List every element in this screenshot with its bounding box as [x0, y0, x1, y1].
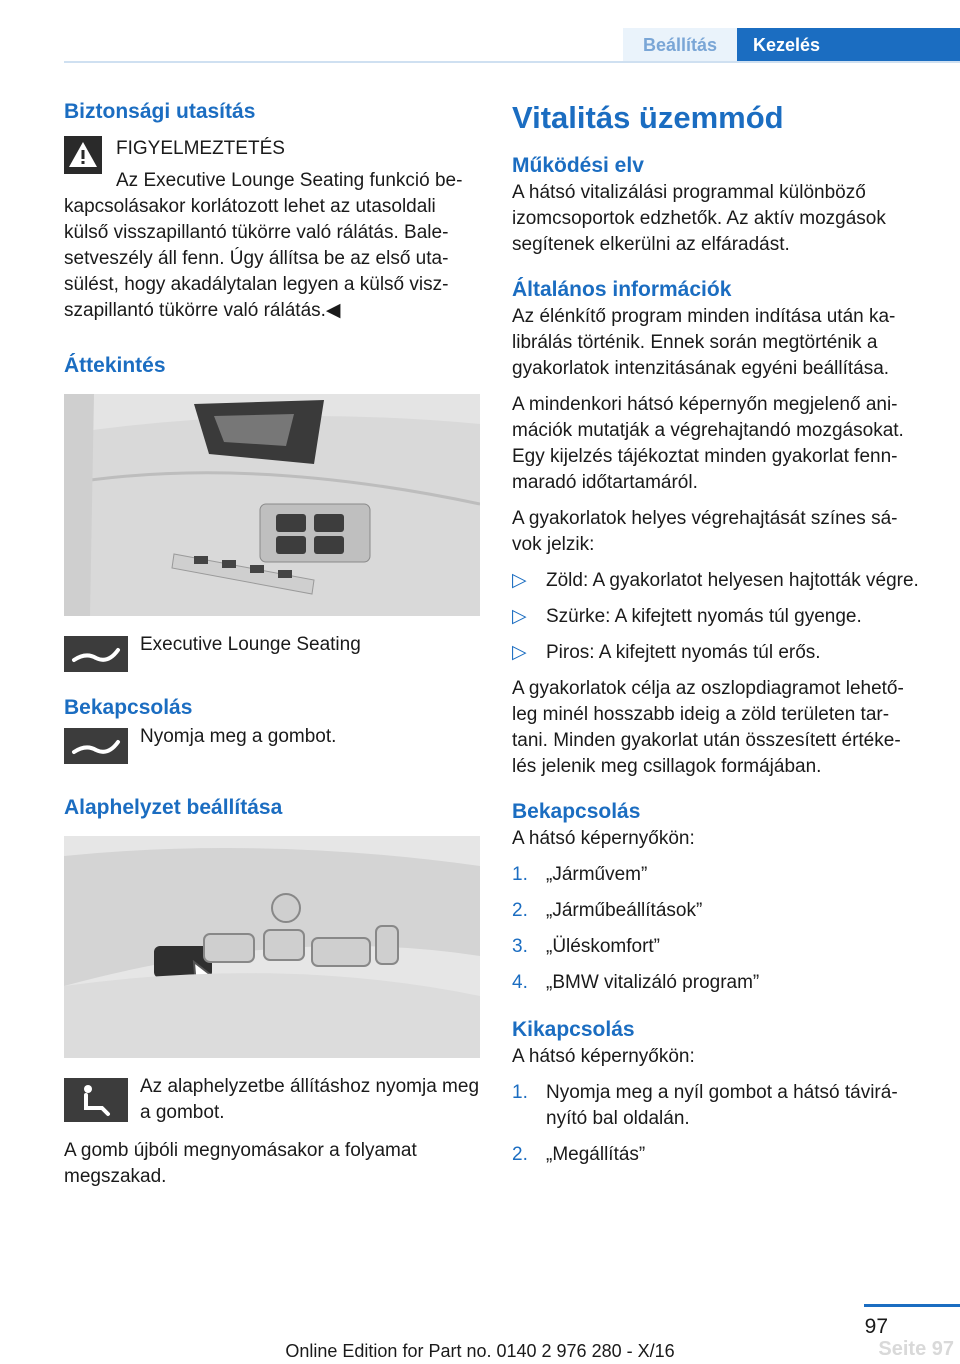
- bullet-text: Zöld: A gyakorlatot helyesen hajtották végre.: [546, 570, 919, 591]
- step-text: Nyomja meg a nyíl gombot a hátsó távirá‐nyító bal oldalán.: [546, 1082, 898, 1129]
- off-steps: [512, 1080, 924, 1168]
- seat-controls-illustration: [64, 836, 480, 1058]
- seat-controls-image: [64, 836, 480, 1058]
- step-number: 1.: [512, 864, 528, 885]
- general-p1: Az élénkítő program minden indítása után ka‐librálás történik. Ennek során megtörténik a gyakorlatok intenzitásának egyéni beállítása.: [512, 306, 896, 379]
- color-bar-list: [512, 568, 924, 666]
- principle-heading: Működési elv: [512, 154, 644, 177]
- general-heading: Általános információk: [512, 278, 732, 301]
- reset-heading: Alaphelyzet beállítása: [64, 796, 283, 819]
- safety-heading: Biztonsági utasítás: [64, 100, 256, 123]
- left-column: [64, 98, 480, 1190]
- list-item: [512, 1142, 924, 1168]
- on-heading-left: Bekapcsolás: [64, 696, 193, 719]
- step-number: 4.: [512, 972, 528, 993]
- header-tab-kezeles: Kezelés: [737, 28, 960, 61]
- step-number: 3.: [512, 936, 528, 957]
- vitality-title: Vitalitás üzemmód: [512, 100, 784, 135]
- on-text-left: Nyomja meg a gombot.: [140, 726, 337, 747]
- recline-seat-icon: [64, 728, 128, 764]
- list-item: [512, 568, 924, 594]
- watermark: Seite 97: [878, 1338, 954, 1360]
- interrupt-text: A gomb újbóli megnyomásakor a folyamat megszakad.: [64, 1140, 417, 1187]
- off-intro: A hátsó képernyőkön:: [512, 1046, 695, 1067]
- list-item: [512, 1080, 924, 1132]
- overview-heading: Áttekintés: [64, 354, 166, 377]
- bullet-text: Szürke: A kifejtett nyomás túl gyenge.: [546, 606, 862, 627]
- header-tab-beallitas: Beállítás: [623, 28, 737, 61]
- general-p2: A mindenkori hátsó képernyőn megjelenő ani‐mációk mutatják a végrehajtandó mozgásokat. Egy kijelzés tájékoztat minden gyakorlat fenn‐maradó időtartamáról.: [512, 394, 904, 493]
- executive-lounge-row: [64, 632, 480, 676]
- warning-label: FIGYELMEZTETÉS: [116, 138, 285, 159]
- step-text: „Járművem”: [546, 864, 648, 885]
- on-steps: [512, 862, 924, 996]
- executive-lounge-caption: Executive Lounge Seating: [140, 634, 361, 655]
- step-text: „Üléskomfort”: [546, 936, 661, 957]
- triangle-bullet-icon: ▷: [512, 570, 527, 591]
- list-item: [512, 934, 924, 960]
- warning-triangle-icon: [64, 136, 102, 174]
- page-number: 97: [864, 1315, 888, 1338]
- step-text: „Járműbeállítások”: [546, 900, 703, 921]
- list-item: [512, 640, 924, 666]
- step-number: 1.: [512, 1082, 528, 1103]
- general-p4: A gyakorlatok célja az oszlopdiagramot lehető‐leg minél hosszabb ideig a zöld területen tar‐tani. Minden gyakorlat után összesített értéke‐lés jelenik meg csillagok formájában.: [512, 678, 904, 777]
- warning-text: Az Executive Lounge Seating funkció be‐kapcsolásakor korlátozott lehet az utasoldali külső visszapillantó tükörre való rálátás. Bale‐setveszély áll fenn. Úgy állítsa be az első uta‐sülést, hogy akadálytalan legyen a külső visz‐szapillantó tükörre való rálátás.◀: [64, 170, 463, 321]
- door-panel-illustration: [64, 394, 480, 616]
- step-number: 2.: [512, 900, 528, 921]
- footer-rule: [864, 1304, 960, 1307]
- list-item: [512, 862, 924, 888]
- recline-seat-icon: [64, 636, 128, 672]
- on-heading-right: Bekapcsolás: [512, 800, 641, 823]
- on-intro: A hátsó képernyőkön:: [512, 828, 695, 849]
- reset-text: Az alaphelyzetbe állításhoz nyomja meg a gombot.: [140, 1076, 480, 1123]
- principle-text: A hátsó vitalizálási programmal különböző izomcsoportok edzhetők. Az aktív mozgások segítenek elkerülni az elfáradást.: [512, 182, 886, 255]
- step-text: „BMW vitalizáló program”: [546, 972, 760, 993]
- list-item: [512, 898, 924, 924]
- triangle-bullet-icon: ▷: [512, 642, 527, 663]
- door-panel-image: [64, 394, 480, 616]
- warning-block: [64, 136, 480, 324]
- off-heading: Kikapcsolás: [512, 1018, 635, 1041]
- step-number: 2.: [512, 1144, 528, 1165]
- list-item: [512, 970, 924, 996]
- right-column: [512, 98, 924, 1168]
- edition-text: Online Edition for Part no. 0140 2 976 280 - X/16: [285, 1341, 675, 1361]
- reset-row: [64, 1074, 480, 1126]
- general-p3: A gyakorlatok helyes végrehajtását színes sá‐vok jelzik:: [512, 508, 898, 555]
- on-row: [64, 724, 480, 768]
- header-rule: [64, 61, 960, 63]
- step-text: „Megállítás”: [546, 1144, 646, 1165]
- seat-position-icon: [64, 1078, 128, 1122]
- bullet-text: Piros: A kifejtett nyomás túl erős.: [546, 642, 821, 663]
- list-item: [512, 604, 924, 630]
- triangle-bullet-icon: ▷: [512, 606, 527, 627]
